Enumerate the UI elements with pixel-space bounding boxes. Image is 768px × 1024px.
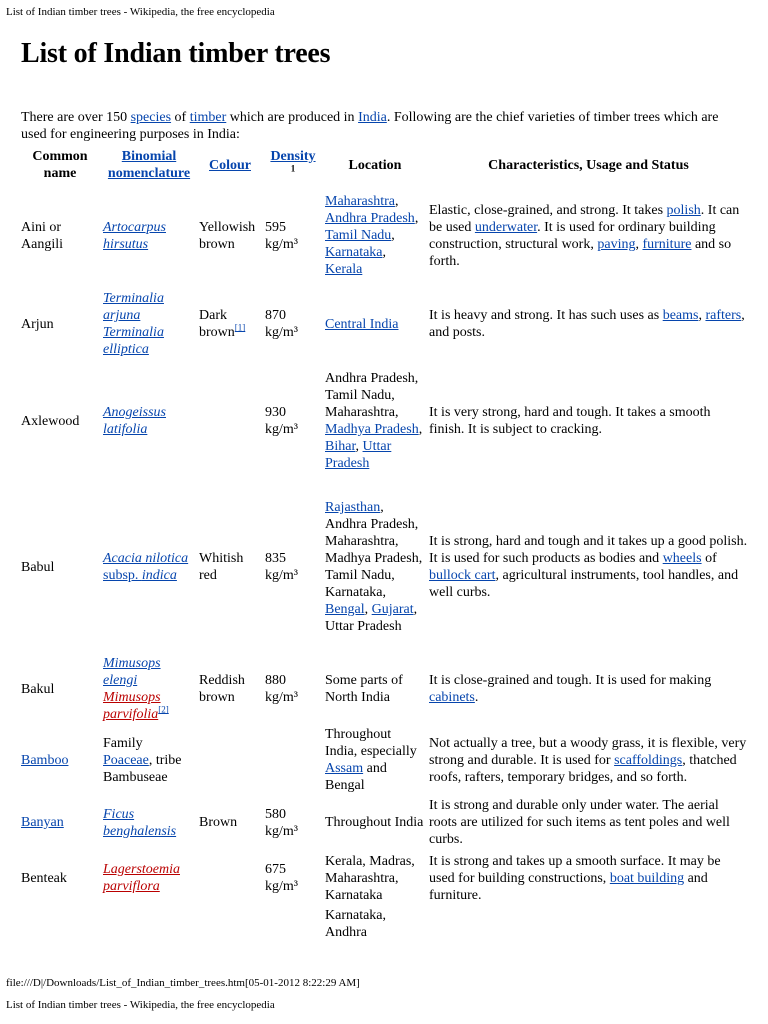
cell-colour — [197, 906, 263, 942]
col-characteristics: Characteristics, Usage and Status — [488, 157, 689, 173]
cell-density: 835 kg/m³ — [265, 551, 298, 583]
cell-characteristics: Elastic, close-grained, and strong. It takes polish. It can be used underwater. It is used for ordinary building construction, structural work, paving, furniture and so forth. — [429, 202, 740, 269]
cell-colour: Reddish brown — [199, 673, 245, 705]
cell-characteristics: It is strong and takes up a smooth surface. It may be used for building constructions, boat building and furniture. — [429, 853, 721, 903]
cell-location: Maharashtra, Andhra Pradesh, Tamil Nadu, Karnataka, Kerala — [325, 194, 419, 277]
table-row — [19, 850, 750, 906]
cell-characteristics: It is close-grained and tough. It is used for making cabinets. — [429, 673, 712, 705]
cell-characteristics: It is strong and durable only under water. The aerial roots are utilized for such items as tent poles and well curbs. — [429, 798, 730, 847]
table-row — [19, 653, 750, 725]
cell-common: Axlewood — [21, 413, 80, 429]
cell-binomial[interactable]: Anogeissus latifolia — [103, 405, 166, 437]
table-row — [19, 906, 750, 942]
table-row — [19, 795, 750, 850]
cell-common[interactable]: Bamboo — [21, 752, 69, 768]
cell-density — [263, 906, 323, 942]
table-row — [19, 361, 750, 481]
link-india[interactable]: India — [358, 110, 387, 125]
cell-colour: Yellowish brown — [199, 219, 256, 252]
cell-location: Kerala, Madras, Maharashtra, Karnataka — [325, 853, 415, 903]
table-header-row — [19, 146, 750, 184]
cell-common: Arjun — [21, 316, 54, 332]
cell-colour: Dark brown[1] — [199, 308, 246, 340]
cell-location: Central India — [325, 316, 399, 332]
cell-location: Some parts of North India — [325, 673, 403, 705]
cell-characteristics: It is strong, hard and tough and it takes up a good polish. It is used for such products as bodies and wheels of bullock cart, agricultural instruments, tool handles, and well curbs. — [429, 534, 748, 600]
cell-common[interactable]: Banyan — [21, 815, 64, 830]
col-binomial[interactable]: Binomial nomenclature — [107, 149, 191, 181]
table-row — [19, 481, 750, 653]
cell-location: Rajasthan, Andhra Pradesh, Maharashtra, Madhya Pradesh, Tamil Nadu, Karnataka, Bengal, Gujarat, Uttar Pradesh — [325, 500, 423, 634]
cell-binomial: Family Poaceae, tribe Bambuseae — [103, 735, 182, 785]
cell-binomial — [101, 906, 197, 942]
page-title: List of Indian timber trees — [21, 38, 331, 69]
cell-binomial[interactable]: Terminalia arjuna Terminalia elliptica — [103, 291, 164, 357]
link-timber[interactable]: timber — [189, 110, 227, 125]
cell-characteristics: It is heavy and strong. It has such uses as beams, rafters, and posts. — [429, 308, 745, 340]
col-common-name: Common name — [32, 149, 88, 181]
cell-common: Benteak — [21, 870, 67, 886]
cell-location: Karnataka, Andhra — [325, 908, 387, 940]
table-row — [19, 725, 750, 795]
cell-characteristics: Not actually a tree, but a woody grass, it is flexible, very strong and durable. It is used for scaffoldings, thatched roofs, rafters, temporary bridges, and so forth. — [429, 735, 747, 785]
cell-colour — [197, 361, 263, 481]
cell-density: 870 kg/m³ — [265, 308, 298, 340]
cell-density: 675 kg/m³ — [265, 862, 298, 894]
cell-density: 580 kg/m³ — [265, 806, 298, 839]
cell-binomial[interactable]: Acacia nilotica subsp. indica — [103, 551, 189, 583]
link-species[interactable]: species — [130, 110, 172, 125]
print-footer-path: file:///D|/Downloads/List_of_Indian_timber_trees.htm[05-01-2012 8:22:29 AM] — [6, 977, 360, 989]
cell-location: Throughout India, especially Assam and Bengal — [325, 727, 417, 793]
cell-location: Andhra Pradesh, Tamil Nadu, Maharashtra, Madhya Pradesh, Bihar, Uttar Pradesh — [325, 371, 423, 471]
cell-colour — [197, 850, 263, 906]
cell-density: 930 kg/m³ — [265, 405, 298, 437]
cell-density — [263, 725, 323, 795]
col-density[interactable]: Density $^1$ — [270, 149, 316, 174]
cell-common — [19, 906, 101, 942]
cell-common: Aini or Aangili — [21, 219, 63, 252]
cell-characteristics: It is very strong, hard and tough. It takes a smooth finish. It is subject to cracking. — [429, 405, 711, 437]
cell-binomial[interactable]: Lagerstoemia parviflora — [103, 862, 180, 894]
col-colour[interactable]: Colour — [209, 157, 251, 173]
intro-paragraph: There are over 150 species of timber which are produced in India. Following are the chief varieties of timber trees which are used for engineering purposes in India: — [21, 110, 719, 142]
cell-common: Babul — [21, 559, 55, 575]
table-row — [19, 287, 750, 361]
col-location: Location — [348, 157, 402, 173]
cell-common: Bakul — [21, 681, 55, 697]
cell-density: 595 kg/m³ — [265, 219, 298, 252]
print-header: List of Indian timber trees - Wikipedia, the free encyclopedia — [6, 6, 275, 18]
cell-colour: Whitish red — [199, 551, 244, 583]
cell-binomial[interactable]: Artocarpus hirsutus — [103, 219, 166, 252]
table-row — [19, 184, 750, 287]
timber-table — [19, 146, 750, 942]
cell-location: Throughout India — [325, 815, 424, 830]
cell-binomial[interactable]: Mimusops elengi Mimusops parvifolia[2] — [103, 656, 169, 722]
print-footer-title: List of Indian timber trees - Wikipedia, the free encyclopedia — [6, 999, 275, 1011]
cell-density: 880 kg/m³ — [265, 673, 298, 705]
cell-colour: Brown — [199, 815, 238, 830]
cell-binomial[interactable]: Ficus benghalensis — [103, 806, 177, 839]
cell-characteristics — [427, 906, 750, 942]
cell-colour — [197, 725, 263, 795]
